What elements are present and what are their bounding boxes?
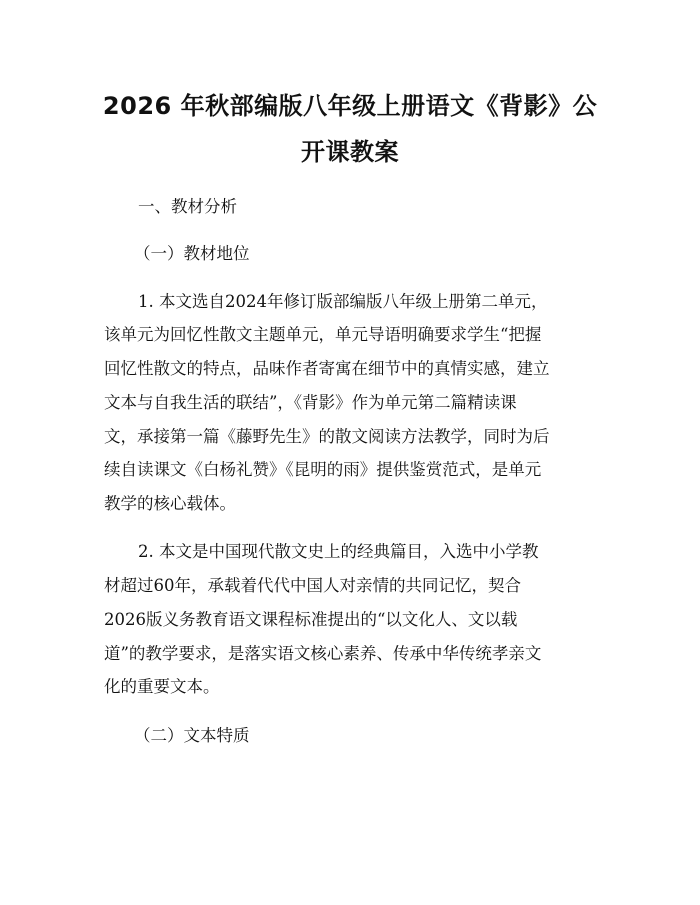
section-heading-materials-analysis: 一、教材分析 <box>138 197 237 216</box>
paragraph-2-line: 2026版义务教育语文课程标准提出的“以文化人、文以载 <box>104 610 518 629</box>
paragraph-1-line: 回忆性散文的特点，品味作者寄寓在细节中的真情实感，建立 <box>104 359 550 378</box>
subheading-text-characteristics: （二）文本特质 <box>134 726 250 745</box>
paragraph-1-line: 文本与自我生活的联结”，《背影》作为单元第二篇精读课 <box>104 393 517 412</box>
paragraph-2-line: 2. 本文是中国现代散文史上的经典篇目，入选中小学教 <box>138 542 539 561</box>
paragraph-2-line: 材超过60年，承载着代代中国人对亲情的共同记忆，契合 <box>104 576 521 595</box>
document-title-line-1: 2026 年秋部编版八年级上册语文《背影》公 <box>102 92 598 120</box>
paragraph-1-line: 该单元为回忆性散文主题单元，单元导语明确要求学生“把握 <box>104 325 542 344</box>
document-title-line-2: 开课教案 <box>301 138 399 166</box>
paragraph-1-line: 1. 本文选自2024年修订版部编版八年级上册第二单元， <box>138 292 548 311</box>
paragraph-1-line: 文，承接第一篇《藤野先生》的散文阅读方法教学，同时为后 <box>104 427 550 446</box>
paragraph-2-line: 化的重要文本。 <box>104 677 220 696</box>
paragraph-2-line: 道”的教学要求，是落实语文核心素养、传承中华传统孝亲文 <box>104 644 542 663</box>
paragraph-1-line: 续自读课文《白杨礼赞》《昆明的雨》提供鉴赏范式，是单元 <box>104 460 542 479</box>
paragraph-1-line: 教学的核心载体。 <box>104 494 236 513</box>
subheading-material-position: （一）教材地位 <box>134 244 250 263</box>
